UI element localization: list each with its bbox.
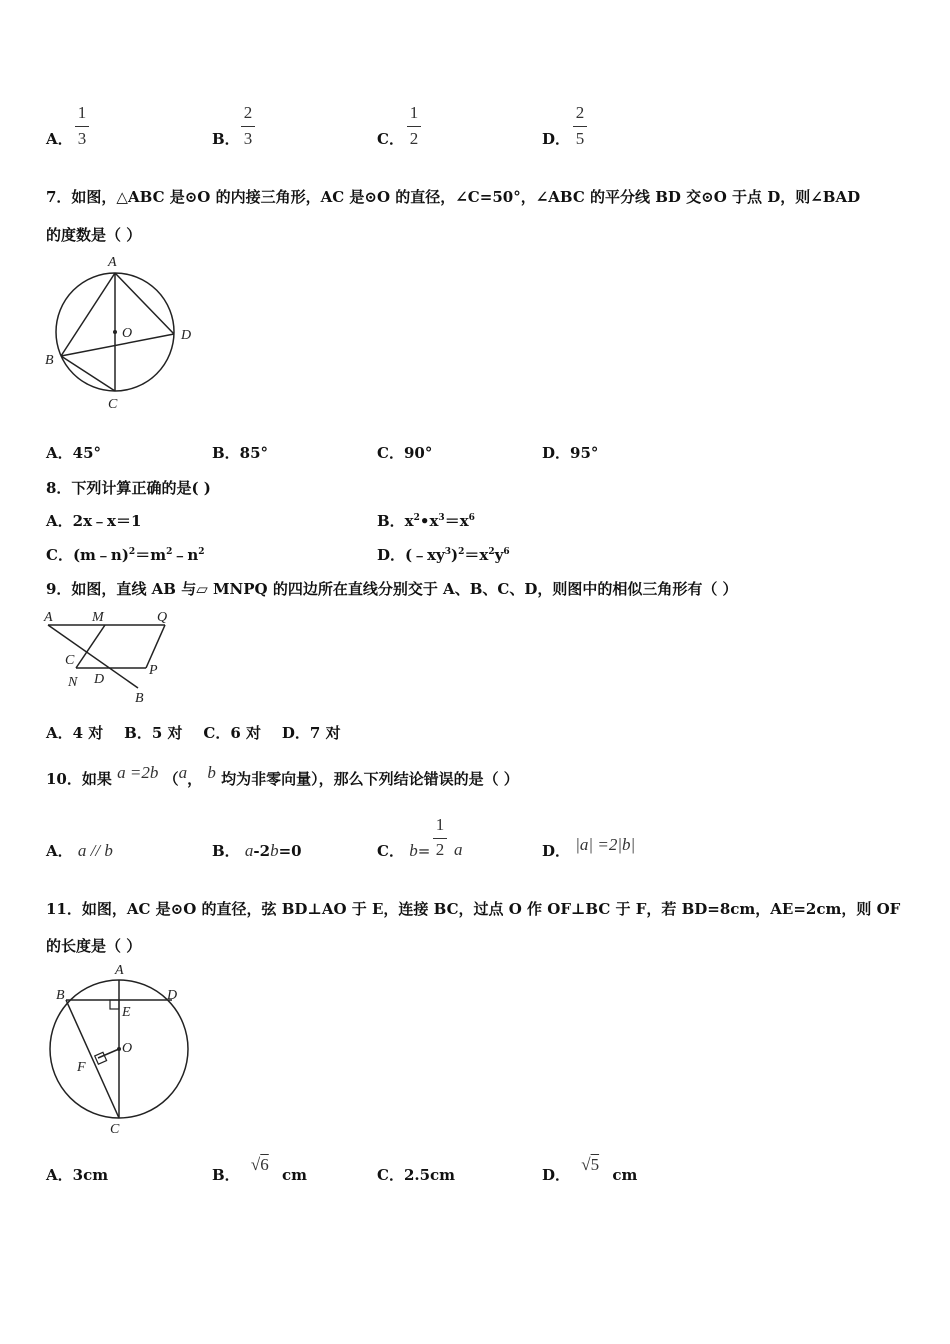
q10-option-b: B． a-2b=0 — [212, 841, 302, 860]
sqrt-icon: √5 — [581, 1155, 600, 1174]
q10-option-c-vector-a: a — [454, 840, 463, 859]
q10-condition: a =2b — [117, 763, 159, 782]
q7-option-a: A．45° — [46, 444, 102, 462]
label-c: C — [110, 1122, 120, 1137]
segment-qp — [146, 625, 165, 668]
q6-option-a-numerator: 1 — [77, 103, 87, 122]
q7-option-c: C．90° — [377, 444, 433, 462]
q11-option-b: B． √6 cm — [212, 1155, 308, 1184]
label-p: P — [149, 663, 158, 678]
q10-option-c-denominator: 2 — [435, 840, 445, 859]
q8-option-c: C．$(m﹣n)^2=m^2﹣n^2$ — [46, 546, 205, 564]
right-angle-f — [95, 1052, 107, 1064]
q7-circle-figure — [40, 250, 210, 420]
q7-stem-line2: 的度数是（ ） — [46, 226, 142, 244]
segment-bc — [61, 356, 115, 391]
fraction-bar — [433, 838, 447, 839]
q7-option-b: B．85° — [212, 444, 269, 462]
label-o: O — [122, 1041, 133, 1056]
fraction-bar — [241, 126, 255, 127]
label-a: A — [115, 963, 124, 978]
label-b: B — [56, 988, 65, 1003]
q10-option-c-numerator: 1 — [435, 815, 445, 834]
label-a: A — [108, 255, 117, 270]
line-ab — [48, 625, 138, 688]
q10-option-c: C． b= — [377, 841, 431, 860]
label-m: M — [92, 610, 104, 625]
q6-option-c-denominator: 2 — [409, 129, 419, 148]
q6-option-a-denominator: 3 — [77, 129, 87, 148]
q9-parallelogram-figure — [40, 604, 180, 708]
label-b: B — [45, 353, 54, 368]
label-o: O — [122, 326, 133, 341]
q6-option-b-denominator: 3 — [243, 129, 253, 148]
q7-option-d: D．95° — [542, 444, 599, 462]
label-d: D — [167, 988, 178, 1003]
q8-option-a: A．2x﹣x＝1 — [46, 512, 142, 530]
q10-stem: 10．如果 a =2b （a， b 均为非零向量），那么下列结论错误的是（ ） — [46, 763, 519, 788]
label-n: N — [68, 675, 78, 690]
q8-option-b: B．$x^2•x^3=x^6$ — [377, 512, 475, 530]
label-f: F — [77, 1060, 86, 1075]
fraction-bar — [75, 126, 89, 127]
label-b: B — [135, 691, 144, 706]
label-q: Q — [157, 610, 168, 625]
segment-ab — [61, 273, 115, 356]
q8-option-d: D．$(﹣xy^3)^2=x^2y^6$ — [377, 546, 510, 564]
q10-option-a: A． a // b — [46, 841, 113, 860]
q11-stem-line1: 11．如图，AC 是⊙O 的直径，弦 BD⊥AO 于 E，连接 BC，过点 O 作 OF⊥BC 于 F，若 BD=8cm，AE=2cm，则 OF — [46, 900, 901, 918]
q11-option-d: D． √5 cm — [542, 1155, 638, 1184]
q10-option-d: D． |a| =2|b| — [542, 835, 636, 860]
center-point — [117, 1047, 121, 1051]
label-e: E — [122, 1005, 131, 1020]
segment-bd — [61, 334, 174, 356]
label-c: C — [108, 397, 118, 412]
label-a: A — [44, 610, 53, 625]
q6-option-d-numerator: 2 — [575, 103, 585, 122]
q11-stem-line2: 的长度是（ ） — [46, 937, 142, 955]
q6-option-c-letter: C． — [377, 130, 404, 148]
label-d: D — [181, 328, 192, 343]
q6-option-b-numerator: 2 — [243, 103, 253, 122]
q11-option-c: C．2.5cm — [377, 1166, 456, 1184]
q11-option-a: A．3cm — [46, 1166, 109, 1184]
q9-stem: 9．如图，直线 AB 与▱ MNPQ 的四边所在直线分别交于 A、B、C、D，则图中的相似三角形有（ ） — [46, 580, 738, 598]
q6-option-a-letter: A． — [46, 130, 73, 148]
right-angle-e — [110, 1000, 119, 1009]
q6-option-d-letter: D． — [542, 130, 571, 148]
segment-ad — [115, 273, 174, 334]
label-c: C — [65, 653, 75, 668]
fraction-bar — [573, 126, 587, 127]
sqrt-icon: √6 — [250, 1155, 269, 1174]
q6-option-d-denominator: 5 — [575, 129, 585, 148]
q8-stem: 8．下列计算正确的是( ) — [46, 479, 211, 497]
label-d: D — [94, 672, 105, 687]
center-point — [113, 330, 117, 334]
fraction-bar — [407, 126, 421, 127]
q11-circle-figure — [40, 960, 200, 1140]
q6-option-b-letter: B． — [212, 130, 240, 148]
q6-option-c-numerator: 1 — [409, 103, 419, 122]
q7-stem-line1: 7．如图，△ABC 是⊙O 的内接三角形，AC 是⊙O 的直径，∠C=50°，∠ABC 的平分线 BD 交⊙O 于点 D，则∠BAD — [46, 188, 861, 206]
q9-options: A．4 对 B．5 对 C．6 对 D．7 对 — [46, 724, 341, 742]
